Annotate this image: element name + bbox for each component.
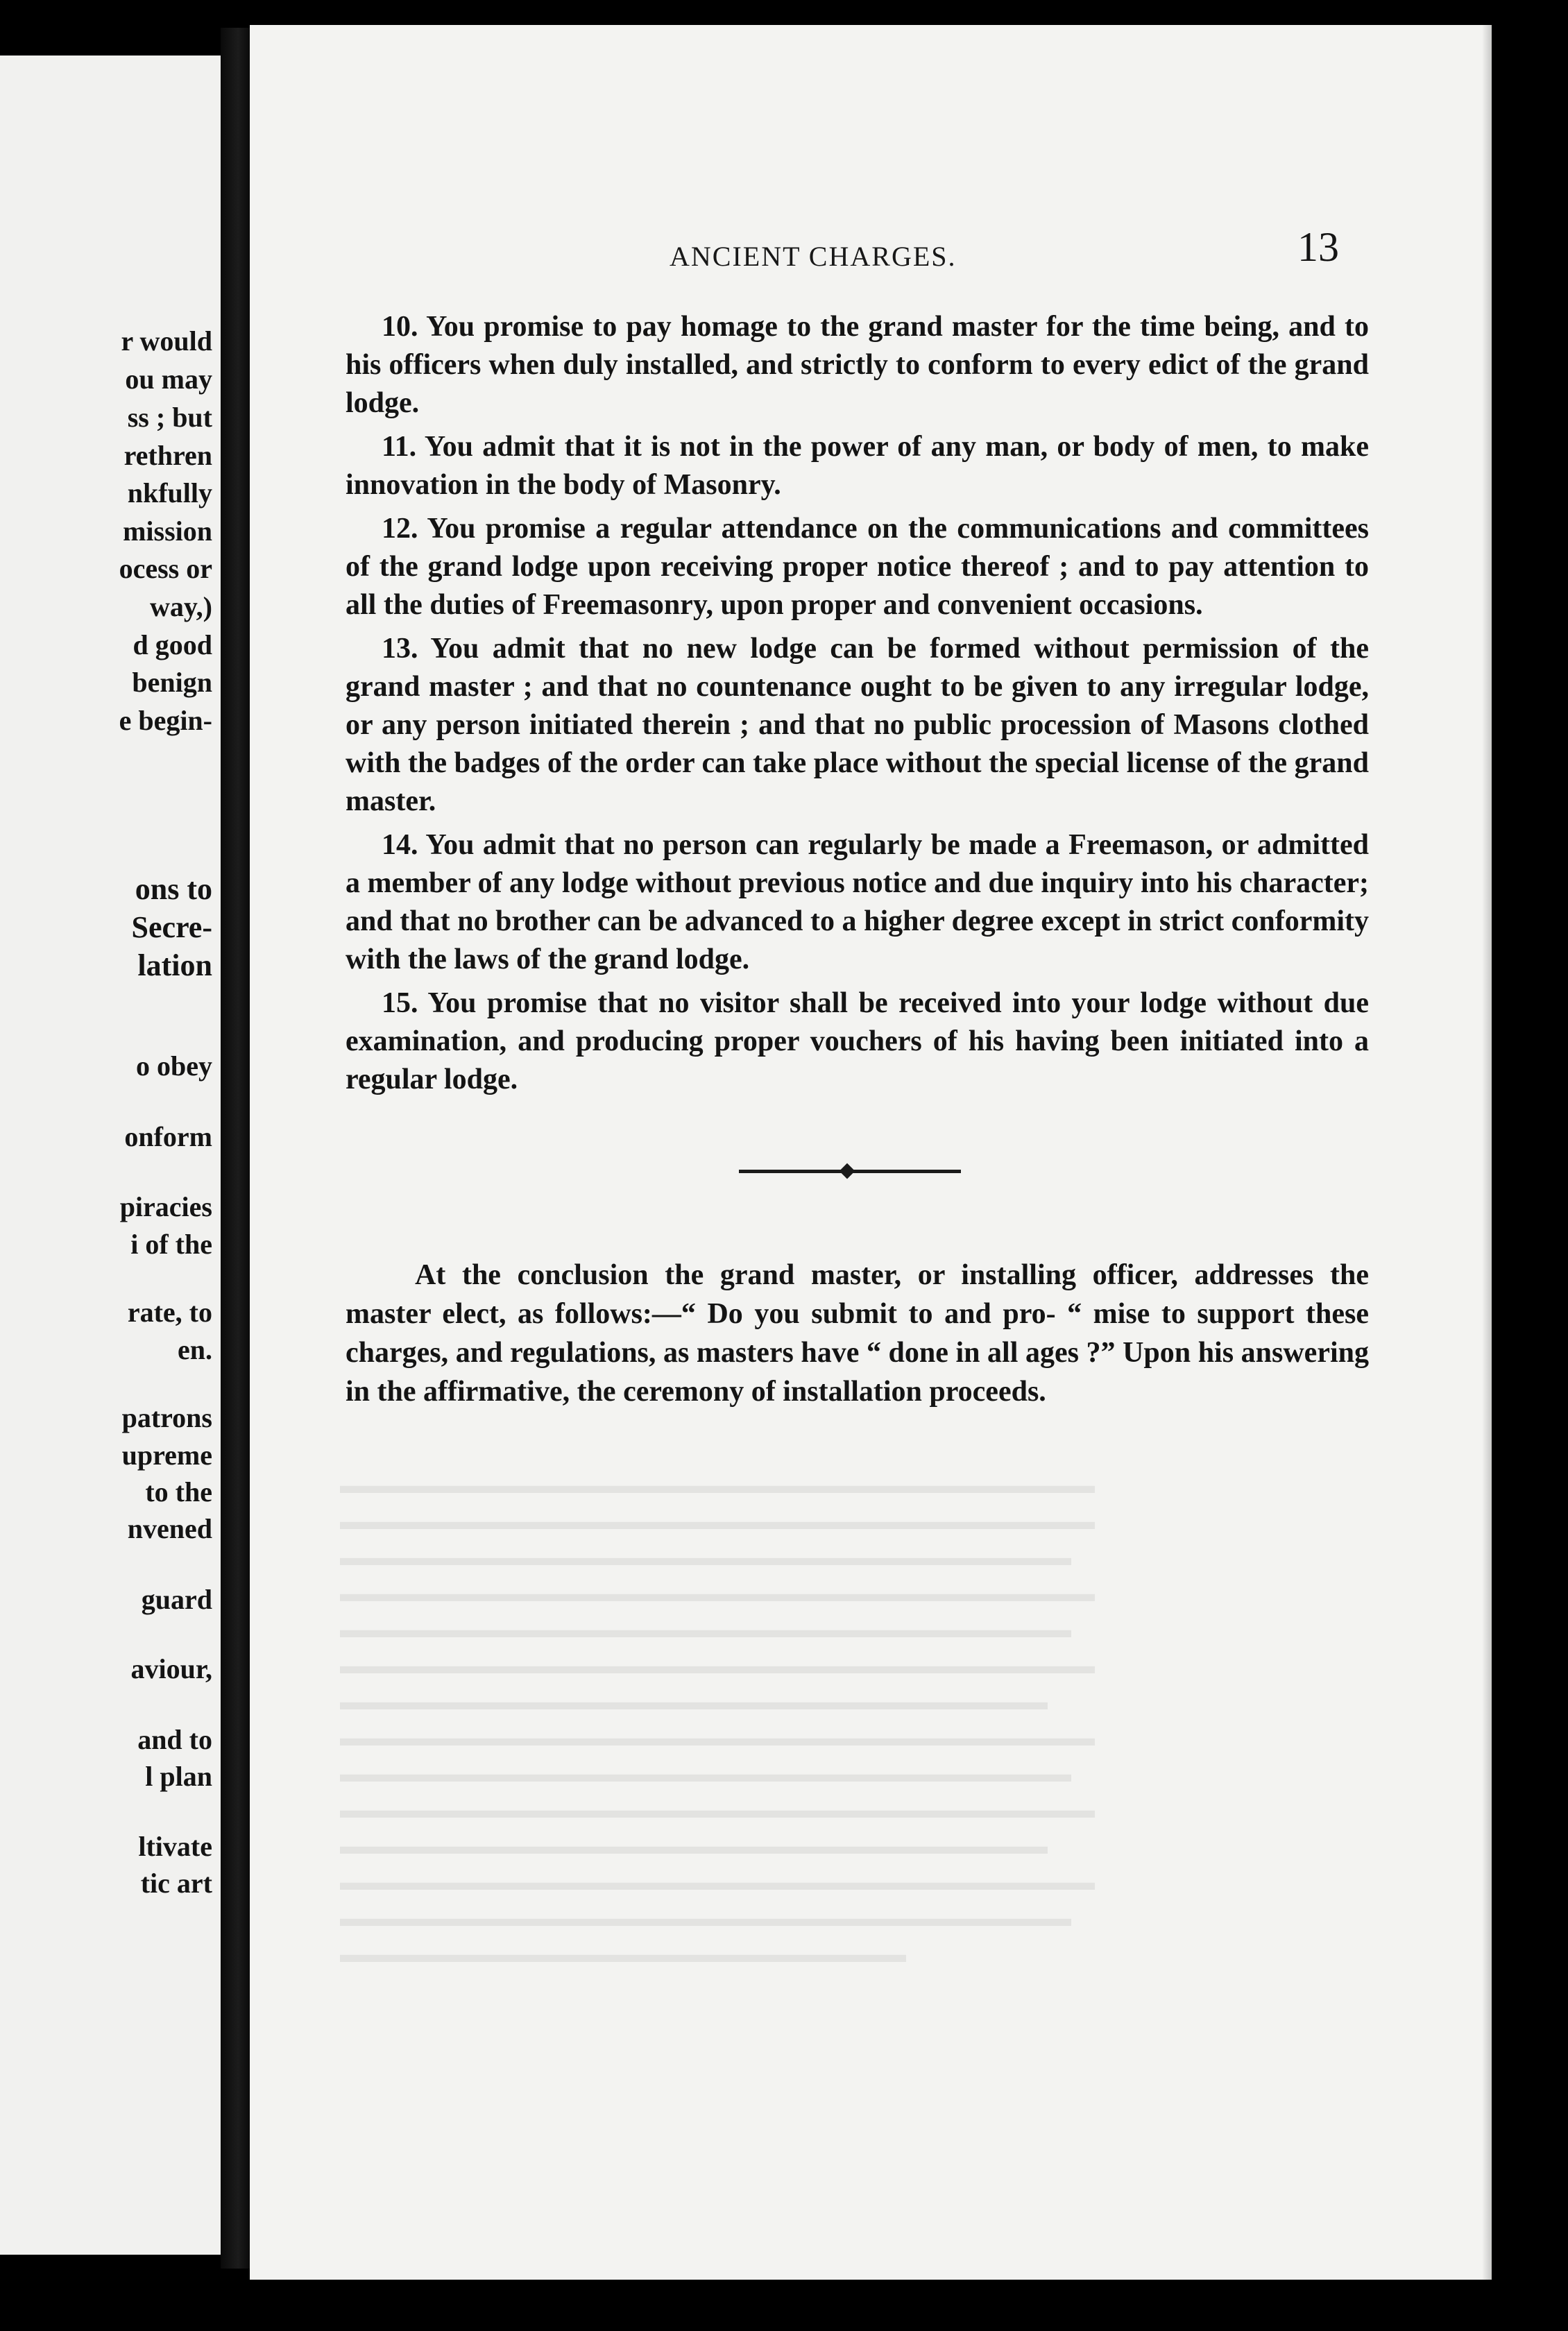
left-page-line: e begin- [119,705,212,736]
left-page-line: rate, to [127,1297,212,1328]
charge-paragraph: 12. You promise a regular attendance on the communications and committees of the grand lodge upon receiving proper notice thereof ; and to pay attention to all the duties of Freemasonry, upon proper and convenient occasions. [346,513,1369,621]
left-page-line: tic art [140,1868,212,1899]
left-page-line: and to [137,1724,212,1755]
left-page-line: to the [145,1476,212,1508]
left-page-line: i of the [130,1229,212,1260]
left-page-line: upreme [121,1440,212,1471]
left-page-line: nkfully [127,477,212,509]
charge-paragraph: 15. You promise that no visitor shall be received into your lodge without due examination, and producing proper vouchers of his having been initiated into a regular lodge. [346,987,1369,1095]
left-page-line: ltivate [138,1831,212,1862]
left-page [0,56,221,2255]
left-page-line: ocess or [119,553,212,584]
left-page-line: r would [121,325,212,357]
left-page-line: onform [124,1121,212,1152]
left-page-line: mission [123,515,212,547]
left-page-line: ou may [125,364,212,395]
left-page-line: nvened [127,1513,212,1544]
conclusion-paragraph: At the conclusion the grand master, or installing officer, addresses the master elect, as follows:—“ Do you submit to and pro- “ mise to support these charges, and regulations, as masters have “ done in all ages ?” Upon his answering in the affirmative, the ceremony of installation proceeds. [346,1259,1369,1408]
running-header: ANCIENT CHARGES. [670,241,957,272]
show-through-texture: ▬▬▬▬▬▬▬▬▬▬▬▬▬▬▬▬▬▬▬▬▬▬▬▬▬▬▬▬▬▬▬▬ ▬▬▬▬▬▬▬▬▬▬▬▬▬▬▬▬▬▬▬▬▬▬▬▬▬▬▬▬▬▬▬▬ ▬▬▬▬▬▬▬▬▬▬▬▬▬▬▬▬▬▬▬▬▬▬▬▬▬▬▬▬▬▬▬ ▬▬▬▬▬▬▬▬▬▬▬▬▬▬▬▬▬▬▬▬▬▬▬▬▬▬▬▬▬▬▬▬ ▬▬▬▬▬▬▬▬▬▬▬▬▬▬▬▬▬▬▬▬▬▬▬▬▬▬▬▬▬▬▬ ▬▬▬▬▬▬▬▬▬▬▬▬▬▬▬▬▬▬▬▬▬▬▬▬▬▬▬▬▬▬▬▬ ▬▬▬▬▬▬▬▬▬▬▬▬▬▬▬▬▬▬▬▬▬▬▬▬▬▬▬▬▬▬ ▬▬▬▬▬▬▬▬▬▬▬▬▬▬▬▬▬▬▬▬▬▬▬▬▬▬▬▬▬▬▬▬ ▬▬▬▬▬▬▬▬▬▬▬▬▬▬▬▬▬▬▬▬▬▬▬▬▬▬▬▬▬▬▬ ▬▬▬▬▬▬▬▬▬▬▬▬▬▬▬▬▬▬▬▬▬▬▬▬▬▬▬▬▬▬▬▬ ▬▬▬▬▬▬▬▬▬▬▬▬▬▬▬▬▬▬▬▬▬▬▬▬▬▬▬▬▬▬ ▬▬▬▬▬▬▬▬▬▬▬▬▬▬▬▬▬▬▬▬▬▬▬▬▬▬▬▬▬▬▬▬ ▬▬▬▬▬▬▬▬▬▬▬▬▬▬▬▬▬▬▬▬▬▬▬▬▬▬▬▬▬▬▬ ▬▬▬▬▬▬▬▬▬▬▬▬▬▬▬▬▬▬▬▬▬▬▬▬ [340,1473,1095,1967]
ornamental-divider [739,1170,961,1173]
page-number: 13 [1297,224,1339,270]
left-page-line: aviour, [130,1653,212,1684]
charge-paragraph: 10. You promise to pay homage to the grand master for the time being, and to his officers when duly installed, and strictly to conform to every edict of the grand lodge. [346,311,1369,419]
page-edge-shadow [1482,25,1492,2280]
left-page-line: lation [137,948,212,982]
left-page-line: piracies [119,1191,212,1222]
book-gutter [221,28,250,2269]
left-page-line: patrons [121,1402,212,1433]
charge-paragraph: 14. You admit that no person can regularly be made a Freemason, or admitted a member of any lodge without previous notice and due inquiry into his character; and that no brother can be advanced to a higher degree except in strict conformity with the laws of the grand lodge. [346,829,1369,975]
left-page-line: d good [133,629,212,660]
left-page-line: ons to [135,872,212,906]
charges-list [346,308,1369,1104]
left-page-line: en. [178,1334,212,1365]
left-page-line: benign [132,667,212,698]
left-page-line: Secre- [131,910,212,944]
left-page-line: o obey [136,1050,212,1082]
charge-paragraph: 11. You admit that it is not in the power of any man, or body of men, to make innovation in the body of Masonry. [346,431,1369,501]
left-page-line: way,) [150,591,212,622]
left-page-line: guard [141,1584,212,1615]
right-page [250,25,1492,2280]
left-page-line: ss ; but [127,402,212,433]
charge-paragraph: 13. You admit that no new lodge can be formed without permission of the grand master ; and that no countenance ought to be given to any irregular lodge, or any person initiated therein ; and that no public procession of Masons clothed with the badges of the order can take place without the special license of the grand master. [346,633,1369,817]
left-page-line: l plan [145,1761,212,1792]
left-page-line: rethren [123,440,212,471]
